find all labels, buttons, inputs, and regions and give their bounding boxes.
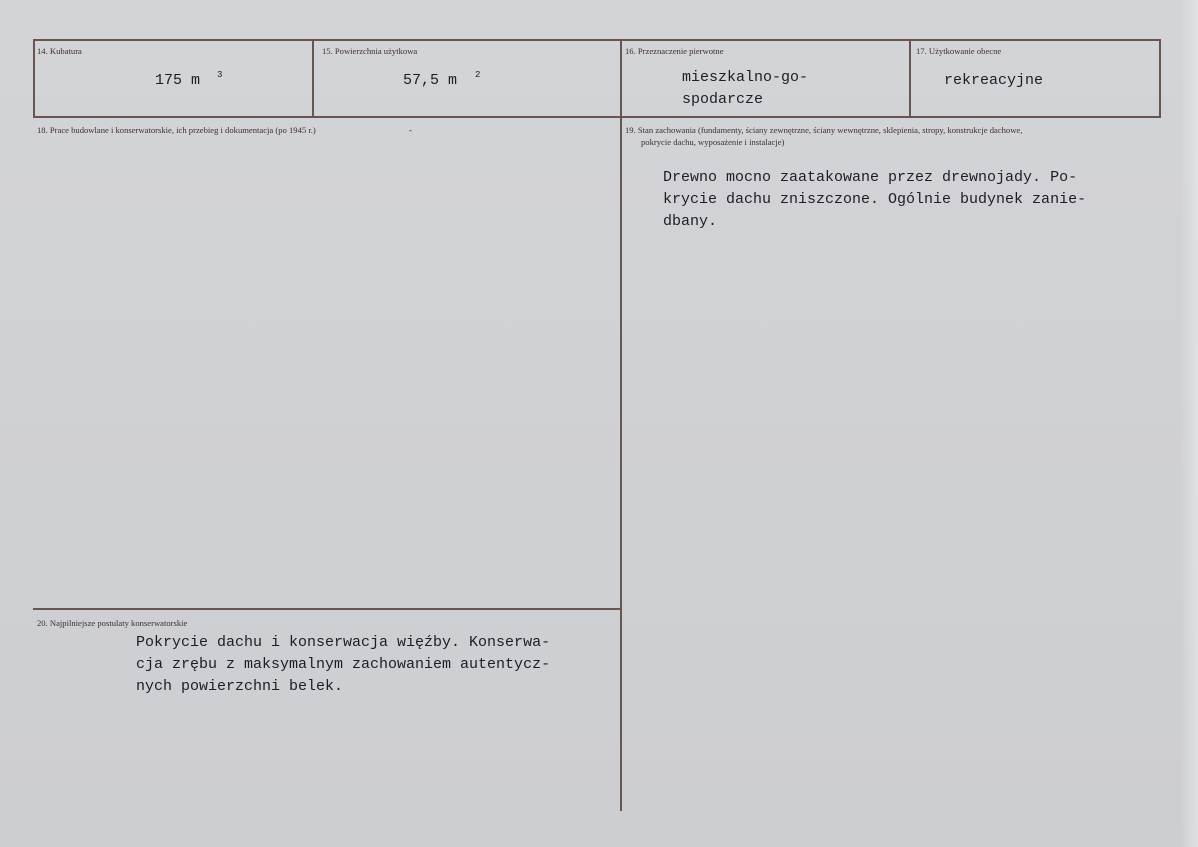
- field-19-value-line-1: Drewno mocno zaatakowane przez drewnojady. Po-: [663, 169, 1078, 186]
- col-divider-16-17: [909, 39, 911, 118]
- field-15-label: 15. Powierzchnia użytkowa: [322, 46, 418, 56]
- field-18-label: 18. Prace budowlane i konserwatorskie, ich przebieg i dokumentacja (po 1945 r.): [37, 125, 316, 135]
- section-20-divider-line: [33, 608, 622, 610]
- field-14-label: 14. Kubatura: [37, 46, 82, 56]
- field-16-value-line-2: spodarcze: [682, 91, 764, 108]
- field-20-value-line-1: Pokrycie dachu i konserwacja więźby. Konserwa-: [136, 634, 551, 651]
- col-divider-center: [620, 39, 622, 811]
- field-15-value: 57,5 m: [403, 72, 458, 89]
- top-border-line: [33, 39, 1161, 41]
- field-15-superscript: 2: [475, 70, 481, 80]
- row-divider-line: [33, 116, 1161, 118]
- field-20-label: 20. Najpilniejsze postulaty konserwatorskie: [37, 618, 188, 628]
- field-14-value: 175 m: [155, 72, 201, 89]
- field-17-label: 17. Użytkowanie obecne: [916, 46, 1002, 56]
- field-19-label-line-2: pokrycie dachu, wyposażenie i instalacje): [641, 137, 785, 147]
- field-20-value-line-2: cja zrębu z maksymalnym zachowaniem autentycz-: [136, 656, 551, 673]
- col-divider-14-15: [312, 39, 314, 118]
- field-20-value-line-3: nych powierzchni belek.: [136, 678, 344, 695]
- card-right-edge: [1180, 0, 1198, 847]
- field-19-value-line-2: krycie dachu zniszczone. Ogólnie budynek zanie-: [663, 191, 1087, 208]
- left-border-line: [33, 39, 35, 118]
- field-14-superscript: 3: [217, 70, 223, 80]
- field-16-label: 16. Przeznaczenie pierwotne: [625, 46, 724, 56]
- field-17-value: rekreacyjne: [944, 72, 1044, 89]
- field-18-mark: -: [409, 125, 412, 135]
- right-border-line: [1159, 39, 1161, 118]
- field-19-value-line-3: dbany.: [663, 213, 718, 230]
- field-19-label-line-1: 19. Stan zachowania (fundamenty, ściany zewnętrzne, ściany wewnętrzne, sklepienia, stropy, konstrukcje dachowe,: [625, 125, 1023, 135]
- field-16-value-line-1: mieszkalno-go-: [682, 69, 809, 86]
